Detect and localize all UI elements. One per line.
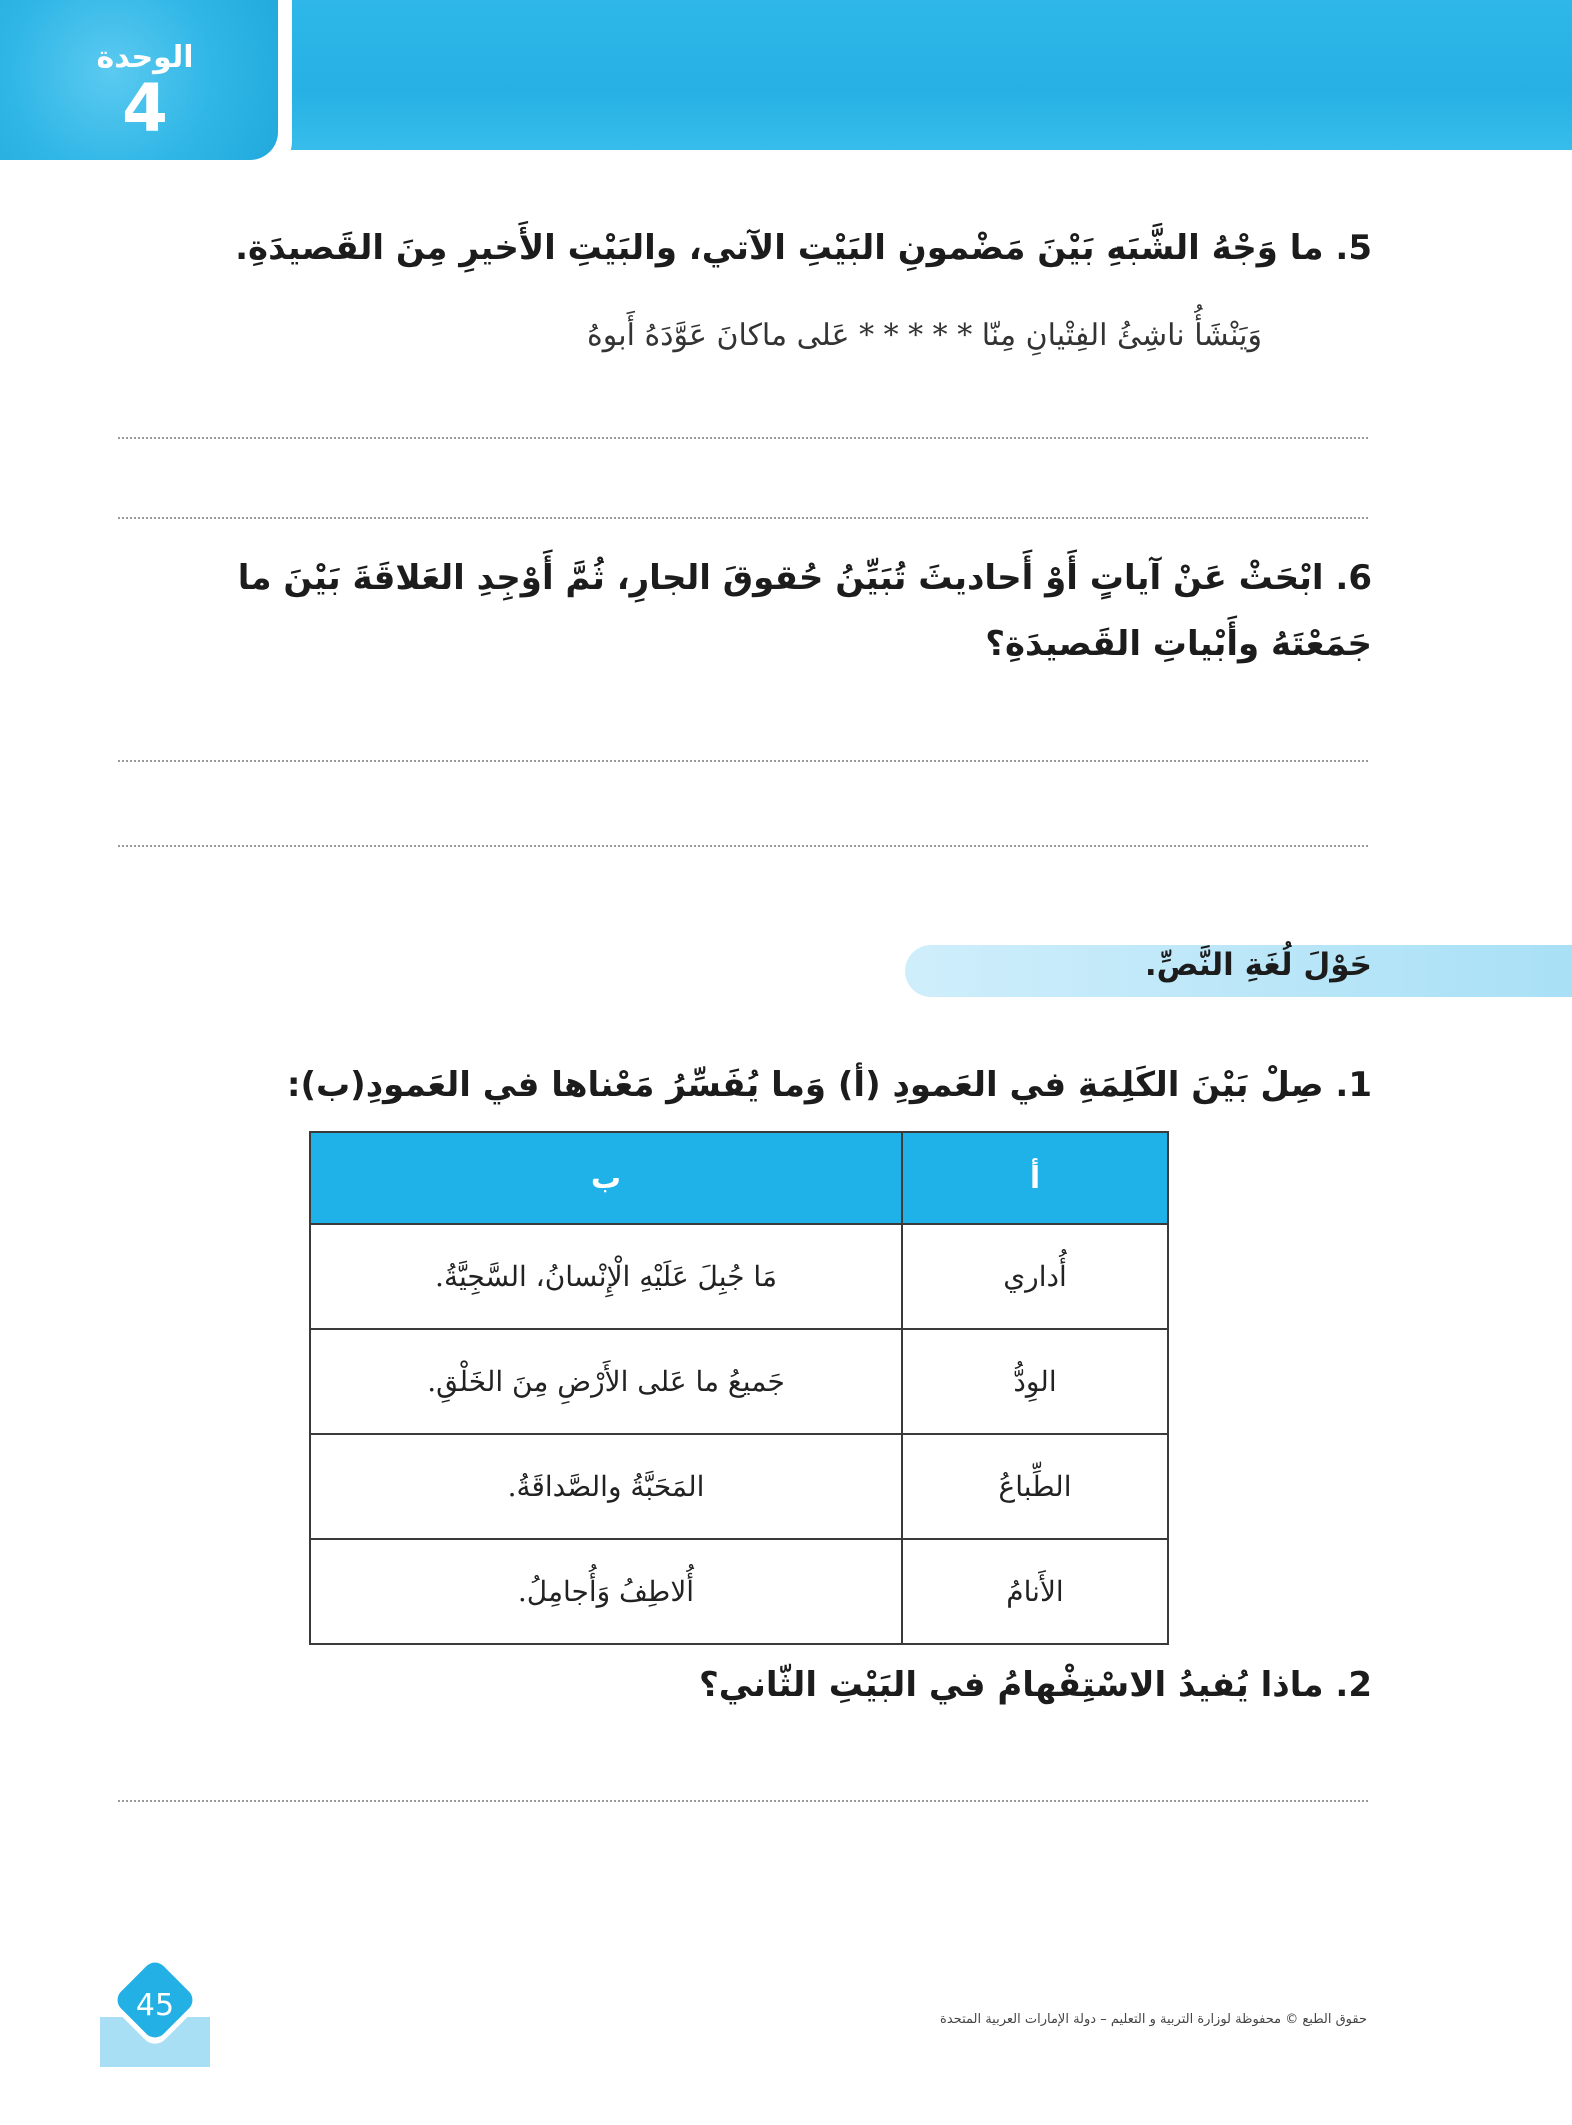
answer-line[interactable] bbox=[118, 845, 1368, 847]
table-row bbox=[310, 1434, 1168, 1539]
table-row bbox=[310, 1539, 1168, 1644]
table-cell-b[interactable]: أُلاطِفُ وَأُجامِلُ. bbox=[310, 1539, 902, 1644]
verse-first-hemistich: وَيَنْشَأُ ناشِئُ الفِتْيانِ مِنّا bbox=[981, 318, 1262, 353]
table-header-row bbox=[310, 1132, 1168, 1224]
question-6 bbox=[232, 545, 1372, 677]
answer-line[interactable] bbox=[118, 760, 1368, 762]
page-number: 45 bbox=[135, 1988, 175, 2023]
table-cell-b[interactable]: المَحَبَّةُ والصَّداقَةُ. bbox=[310, 1434, 902, 1539]
question-5-number: 5. bbox=[1335, 228, 1372, 268]
question-6-text: ابْحَثْ عَنْ آياتٍ أَوْ أَحاديثَ تُبَيِّنُ حُقوقَ الجارِ، ثُمَّ أَوْجِدِ العَلاقَةَ بَيْنَ ما جَمَعْتَهُ وأَبْياتِ القَصيدَةِ؟ bbox=[237, 558, 1372, 664]
verse-second-hemistich: عَلى ماكانَ عَوَّدَهُ أَبوهُ bbox=[587, 318, 850, 353]
answer-line[interactable] bbox=[118, 437, 1368, 439]
language-question-2-text: ماذا يُفيدُ الاسْتِفْهامُ في البَيْتِ الثّاني؟ bbox=[699, 1665, 1324, 1705]
column-b-header: ب bbox=[310, 1132, 902, 1224]
table-cell-a[interactable]: الطِّباعُ bbox=[902, 1434, 1168, 1539]
column-a-header: أ bbox=[902, 1132, 1168, 1224]
table-cell-b[interactable]: مَا جُبِلَ عَلَيْهِ الْإِنْسانُ، السَّجِيَّةُ. bbox=[310, 1224, 902, 1329]
unit-number: 4 bbox=[122, 70, 168, 147]
unit-badge bbox=[0, 0, 292, 175]
answer-line[interactable] bbox=[118, 1800, 1368, 1802]
table-cell-a[interactable]: أُداري bbox=[902, 1224, 1168, 1329]
table-row bbox=[310, 1224, 1168, 1329]
answer-line[interactable] bbox=[118, 517, 1368, 519]
verse-separator: * * * * * bbox=[859, 318, 973, 353]
question-6-number: 6. bbox=[1335, 558, 1372, 598]
section-title: حَوْلَ لُغَةِ النَّصِّ. bbox=[1144, 947, 1372, 983]
table-row bbox=[310, 1329, 1168, 1434]
language-question-2 bbox=[222, 1652, 1372, 1718]
question-5-text: ما وَجْهُ الشَّبَهِ بَيْنَ مَضْمونِ البَيْتِ الآتي، والبَيْتِ الأَخيرِ مِنَ القَصيدَةِ. bbox=[235, 228, 1324, 268]
language-question-1-number: 1. bbox=[1335, 1065, 1372, 1105]
table-cell-b[interactable]: جَميعُ ما عَلى الأَرْضِ مِنَ الخَلْقِ. bbox=[310, 1329, 902, 1434]
language-question-1-text: صِلْ بَيْنَ الكَلِمَةِ في العَمودِ (أ) وَما يُفَسِّرُ مَعْناها في العَمودِ(ب): bbox=[286, 1065, 1324, 1105]
matching-table bbox=[309, 1131, 1169, 1645]
verse bbox=[587, 318, 1262, 353]
table-cell-a[interactable]: الأَنامُ bbox=[902, 1539, 1168, 1644]
language-question-1 bbox=[222, 1052, 1372, 1118]
language-question-2-number: 2. bbox=[1335, 1665, 1372, 1705]
unit-label: الوحدة bbox=[96, 40, 194, 75]
table-cell-a[interactable]: الوِدُّ bbox=[902, 1329, 1168, 1434]
question-5 bbox=[222, 215, 1372, 281]
copyright-notice: حقوق الطبع © محفوظة لوزارة التربية و التعليم – دولة الإمارات العربية المتحدة bbox=[940, 2012, 1367, 2027]
